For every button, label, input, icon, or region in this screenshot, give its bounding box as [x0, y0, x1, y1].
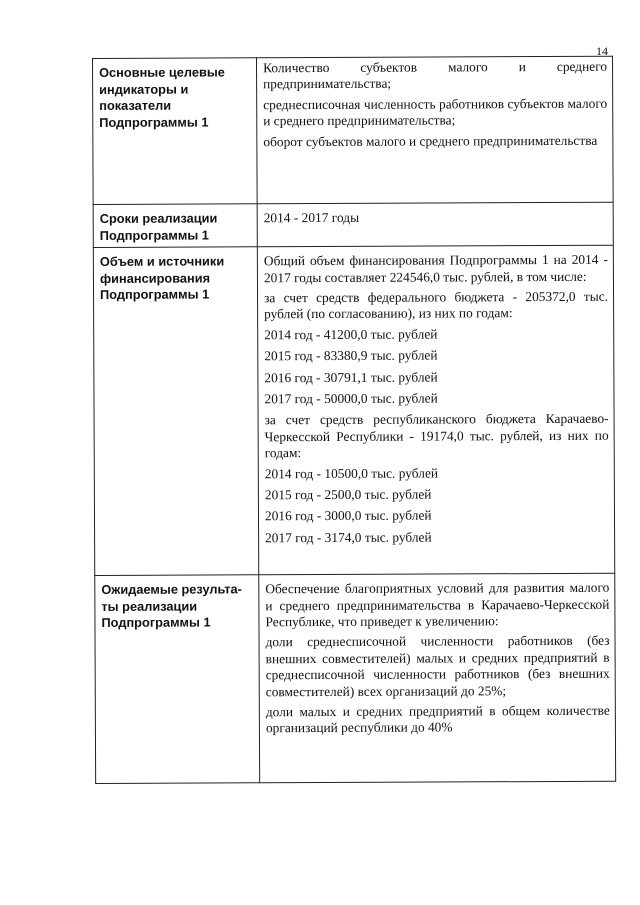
results-item: доли среднесписочной численности работников (без внешних совместителей) малых и средних предприятий в среднесписочной численности работников (без внешних совместителей) всех организаций до 25%; — [265, 633, 610, 699]
indicator-item: Количество субъектов малого и среднего предпринимательства; — [263, 58, 608, 92]
financing-year-item: 2014 год - 10500,0 тыс. рублей — [264, 465, 439, 481]
row-content-financing — [257, 245, 614, 575]
results-item: доли малых и средних предприятий в общем количестве организаций республики до 40% — [265, 702, 610, 736]
financing-year-item: 2016 год - 3000,0 тыс. рублей — [264, 507, 432, 524]
table-row-indicators — [93, 56, 614, 204]
passport-table — [92, 56, 616, 784]
financing-regional: за счет средств республиканского бюджета Карачаево-Черкесской Республики - 19174,0 тыс. рублей, из них по годам: — [264, 411, 609, 461]
financing-year-item: 2014 год - 41200,0 тыс. рублей — [264, 326, 438, 343]
indicator-item: среднесписочная численность работников субъектов малого и среднего предпринимательства; — [263, 95, 608, 129]
financing-year-item: 2016 год - 30791,1 тыс. рублей — [264, 369, 438, 385]
financing-year-item: 2015 год - 83380,9 тыс. рублей — [264, 347, 438, 364]
page-number: 14 — [596, 44, 608, 58]
row-label-terms: Сроки реализации Подпрограммы 1 — [93, 204, 257, 248]
row-label-indicators: Основные целевые индикаторы и показатели Подпрограммы 1 — [93, 58, 258, 205]
table-row-terms — [93, 202, 613, 247]
indicator-item: оборот субъектов малого и среднего предпринимательства — [263, 132, 598, 149]
results-item: Обеспечение благоприятных условий для развития малого и среднего предпринимательства в Карачаево-Черкесской Республике, что приведет к увеличению: — [265, 579, 610, 630]
financing-total: Общий объем финансирования Подпрограммы 1 на 2014 - 2017 годы составляет 224546,0 тыс. рублей, в том числе: — [263, 251, 608, 285]
row-content-indicators — [257, 56, 614, 204]
row-label-results: Ожидаемые результа-ты реализации Подпрограммы 1 — [95, 575, 260, 784]
financing-federal: за счет средств федерального бюджета - 205372,0 тыс. рублей (по согласованию), из них по годам: — [264, 288, 609, 322]
row-content-terms — [257, 202, 613, 247]
financing-year-item: 2017 год - 50000,0 тыс. рублей — [264, 390, 438, 407]
row-label-financing: Объем и источники финансирования Подпрограммы 1 — [93, 247, 258, 576]
financing-year-item: 2015 год - 2500,0 тыс. рублей — [264, 486, 432, 503]
table-row-financing — [93, 245, 614, 575]
row-content-results — [259, 573, 616, 783]
financing-year-item: 2017 год - 3174,0 тыс. рублей — [265, 529, 432, 546]
table-row-results — [95, 573, 616, 783]
terms-value: 2014 - 2017 годы — [263, 209, 360, 226]
